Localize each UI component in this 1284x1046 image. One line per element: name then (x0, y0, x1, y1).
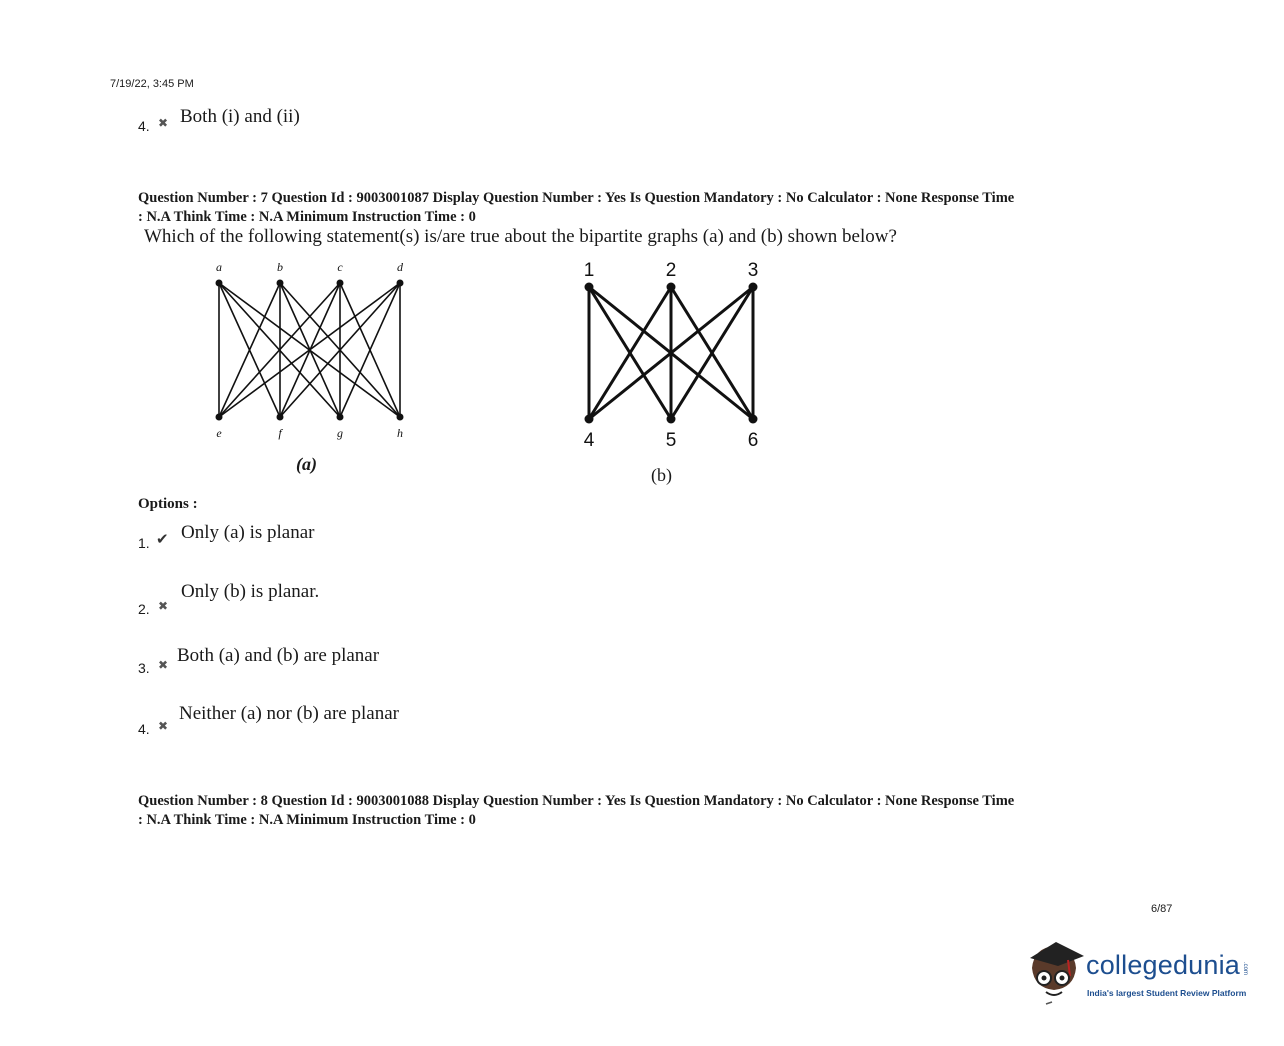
vertex-d (397, 280, 404, 287)
label-d: d (397, 260, 403, 274)
vertex-b (277, 280, 284, 287)
label-2: 2 (665, 260, 677, 281)
brand-suffix: .com (1242, 962, 1248, 976)
label-4: 4 (583, 430, 595, 451)
vertex-e (216, 414, 223, 421)
label-a: a (216, 260, 222, 274)
label-h: h (397, 426, 403, 440)
option-1-number: 1. (138, 535, 150, 551)
option-3-number: 3. (138, 660, 150, 676)
vertex-3 (749, 283, 758, 292)
cross-icon: ✖ (158, 599, 169, 613)
label-c: c (337, 260, 343, 274)
graph-a-caption: (a) (296, 454, 317, 474)
option-4-text: Neither (a) nor (b) are planar (179, 703, 399, 724)
label-e: e (216, 426, 222, 440)
vertex-f (277, 414, 284, 421)
label-b: b (277, 260, 283, 274)
cross-icon: ✖ (158, 658, 169, 672)
vertex-6 (749, 415, 758, 424)
question-8-meta-line-2: : N.A Think Time : N.A Minimum Instruction Time : 0 (138, 812, 476, 828)
question-7-meta-line-2: : N.A Think Time : N.A Minimum Instruction Time : 0 (138, 209, 476, 225)
timestamp: 7/19/22, 3:45 PM (110, 78, 194, 90)
graph-b (570, 255, 780, 455)
question-7-meta-line-1: Question Number : 7 Question Id : 9003001087 Display Question Number : Yes Is Question Mandatory : No Calculator : None Response Time (138, 190, 1015, 206)
question-8-meta (138, 792, 1168, 830)
vertex-1 (585, 283, 594, 292)
vertex-a (216, 280, 223, 287)
cross-icon: ✖ (158, 116, 169, 130)
graph-b-edges (589, 287, 753, 419)
option-4-number: 4. (138, 721, 150, 737)
brand-tagline: India's largest Student Review Platform (1087, 988, 1247, 998)
graph-a (200, 255, 420, 445)
graph-a-edges (219, 283, 400, 417)
check-icon: ✔ (156, 532, 169, 548)
label-g: g (337, 426, 343, 440)
label-1: 1 (583, 260, 595, 281)
option-2-number: 2. (138, 601, 150, 617)
option-1-text: Only (a) is planar (181, 522, 315, 543)
prev-option-text: Both (i) and (ii) (180, 106, 300, 127)
vertex-g (337, 414, 344, 421)
label-6: 6 (747, 430, 759, 451)
vertex-c (337, 280, 344, 287)
vertex-4 (585, 415, 594, 424)
options-label: Options : (138, 496, 198, 512)
question-7-text: Which of the following statement(s) is/are true about the bipartite graphs (a) and (b) shown below? (144, 226, 897, 247)
graph-b-caption: (b) (651, 465, 672, 485)
vertex-2 (667, 283, 676, 292)
label-3: 3 (747, 260, 759, 281)
mascot-icon (1022, 936, 1086, 1008)
label-f: f (278, 426, 282, 440)
option-2-text: Only (b) is planar. (181, 581, 320, 602)
vertex-h (397, 414, 404, 421)
option-3-text: Both (a) and (b) are planar (177, 645, 380, 666)
page-number: 6/87 (1151, 903, 1173, 915)
cross-icon: ✖ (158, 719, 169, 733)
brand-name: collegedunia (1086, 950, 1241, 980)
label-5: 5 (665, 430, 677, 451)
question-7-meta (138, 189, 1168, 227)
vertex-5 (667, 415, 676, 424)
question-8-meta-line-1: Question Number : 8 Question Id : 9003001088 Display Question Number : Yes Is Question Mandatory : No Calculator : None Response Time (138, 793, 1015, 809)
prev-option-number: 4. (138, 118, 150, 134)
